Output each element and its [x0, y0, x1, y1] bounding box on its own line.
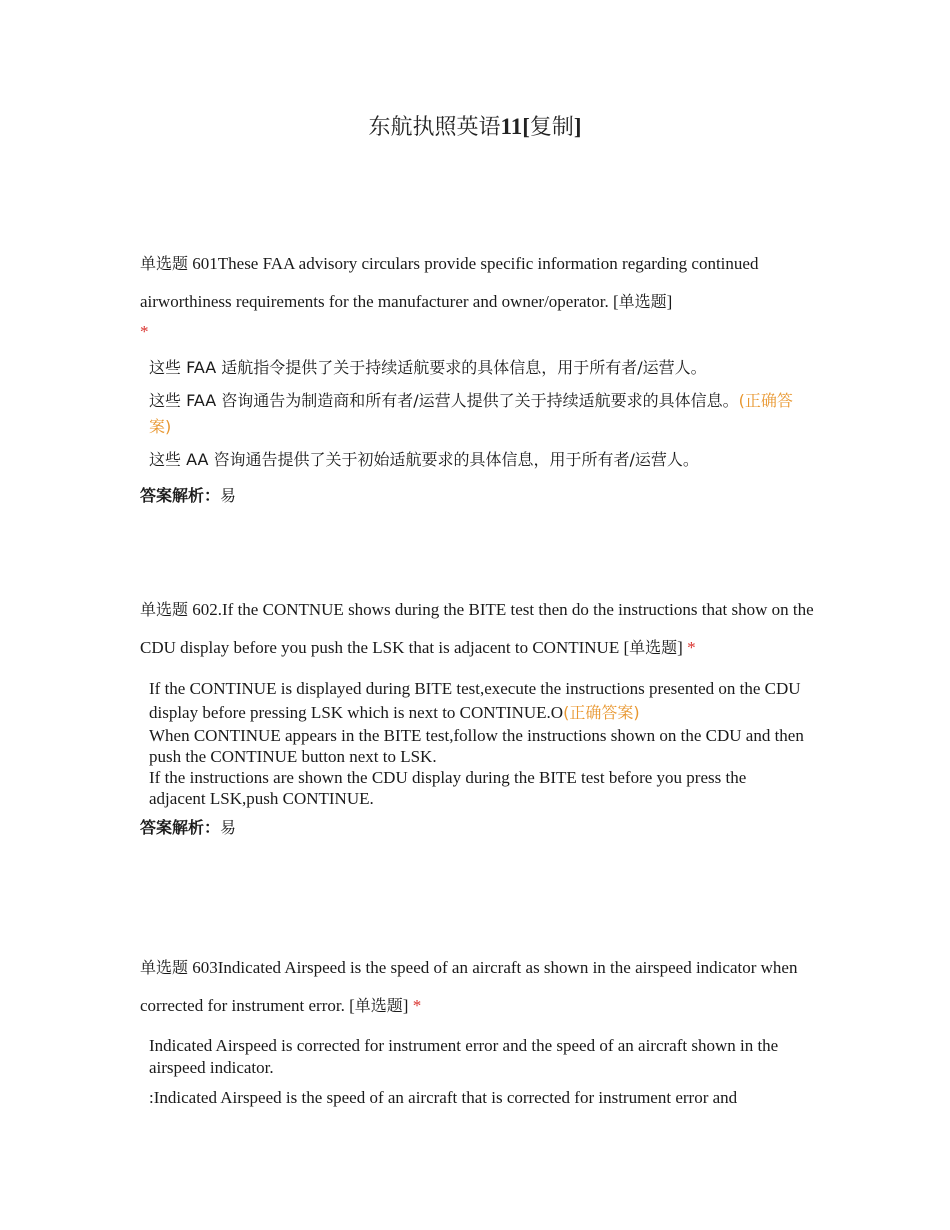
correct-answer-label: (正确答案) — [563, 703, 640, 722]
required-mark: * — [412, 996, 422, 1015]
option[interactable]: :Indicated Airspeed is the speed of an aircraft that is corrected for instrument error and — [149, 1088, 738, 1107]
option[interactable]: If the CONTINUE is displayed during BITE test,execute the instructions presented on the CDU display before pressing LSK which is next to CONTINUE.O(正确答案) — [149, 679, 801, 722]
answer-explanation: 答案解析：易 — [140, 486, 237, 505]
option[interactable]: Indicated Airspeed is corrected for instrument error and the speed of an aircraft shown in the airspeed indicator. — [149, 1036, 779, 1077]
option[interactable]: 这些 FAA 咨询通告为制造商和所有者/运营人提供了关于持续适航要求的具体信息。(正确答案) — [149, 391, 793, 436]
question-602 — [140, 591, 815, 839]
question-text: 单选题 601These FAA advisory circulars provide specific information regarding continued airworthiness requirements for the manufacturer and owner/operator. [单选题] * — [140, 245, 815, 343]
question-text: 单选题 602.If the CONTNUE shows during the BITE test then do the instructions that show on the CDU display before you push the LSK that is adjacent to CONTINUE [单选题] * — [140, 600, 814, 657]
question-text: 单选题 603Indicated Airspeed is the speed of an aircraft as shown in the airspeed indicator when corrected for instrument error. [单选题] * — [140, 958, 798, 1015]
document-title: 东航执照英语11[复制] — [368, 114, 582, 140]
option[interactable]: 这些 FAA 适航指令提供了关于持续适航要求的具体信息，用于所有者/运营人。 — [149, 358, 707, 377]
option[interactable]: If the instructions are shown the CDU display during the BITE test before you press the adjacent LSK,push CONTINUE. — [149, 768, 747, 808]
option-list — [149, 677, 804, 809]
answer-explanation: 答案解析：易 — [140, 818, 237, 837]
required-mark: * — [687, 638, 696, 657]
option[interactable]: When CONTINUE appears in the BITE test,follow the instructions shown on the CDU and then push the CONTINUE button next to LSK. — [149, 726, 804, 766]
option-list — [149, 357, 804, 471]
option[interactable]: 这些 AA 咨询通告提供了关于初始适航要求的具体信息，用于所有者/运营人。 — [149, 450, 699, 469]
correct-answer-label: (正确答案) — [149, 391, 793, 436]
required-mark: * — [140, 322, 149, 341]
option-list — [149, 1035, 804, 1109]
question-603 — [140, 949, 815, 1109]
question-601 — [140, 245, 815, 507]
